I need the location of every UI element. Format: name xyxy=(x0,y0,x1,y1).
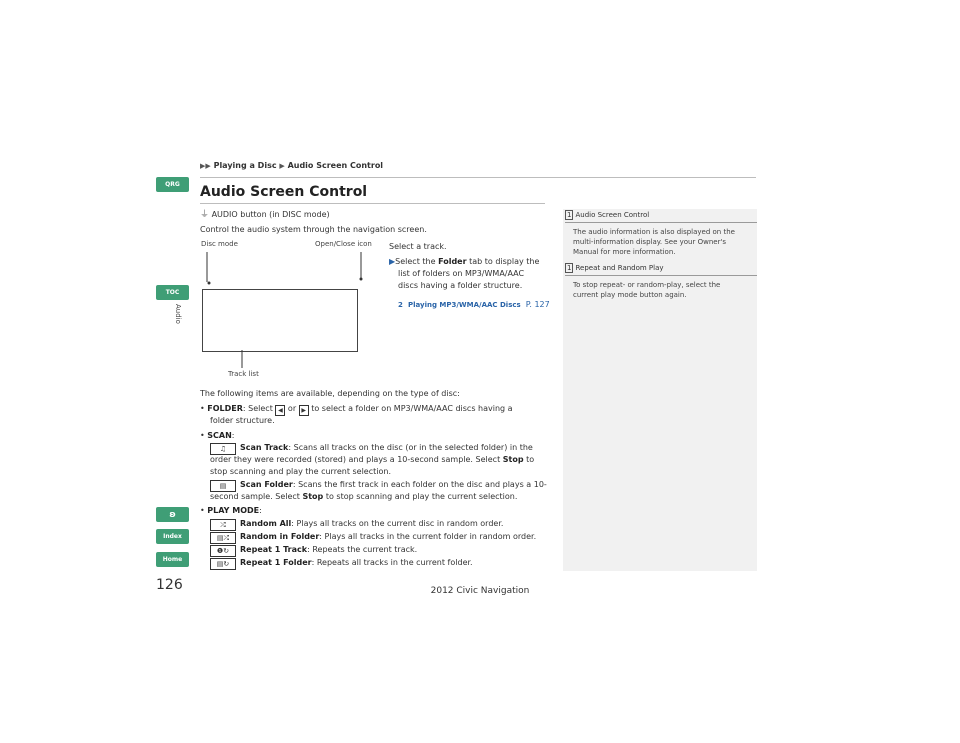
notes-panel xyxy=(563,209,757,571)
note-body: To stop repeat- or random-play, select the current play mode button again. xyxy=(573,281,721,299)
previous-folder-icon: ◀ xyxy=(275,405,285,416)
note-icon: 1 xyxy=(567,264,572,272)
random-folder-icon: ▤⤮ xyxy=(210,532,236,544)
bullet-icon: • xyxy=(200,431,205,440)
repeat-track-icon: ❶↻ xyxy=(210,545,236,557)
item-repeat-folder: ▤↻ Repeat 1 Folder: Repeats all tracks in the current folder. xyxy=(210,557,473,570)
breadcrumb-playing-a-disc[interactable]: Playing a Disc xyxy=(213,161,277,170)
scan-track-icon: ♫ xyxy=(210,443,236,455)
select-track-substep: ▶Select the Folder tab to display the xyxy=(389,257,540,266)
note-repeat-random-play xyxy=(565,264,757,300)
item-repeat-track: ❶↻ Repeat 1 Track: Repeats the current track. xyxy=(210,544,417,557)
select-track-substep-line3: discs having a folder structure. xyxy=(398,281,523,290)
button-instruction xyxy=(200,209,330,221)
item-scan-track-line3: stop scanning and play the current selection. xyxy=(210,467,391,476)
button-press-icon: ⏚ xyxy=(200,210,210,220)
breadcrumb-arrow-icon: ▶▶ xyxy=(200,162,211,170)
breadcrumb-audio-screen-control: Audio Screen Control xyxy=(287,161,384,170)
note-divider xyxy=(565,275,757,276)
section-label: Audio xyxy=(174,304,182,324)
label-open-close-icon: Open/Close icon xyxy=(315,240,372,248)
link-arrow-icon: 2 xyxy=(398,301,403,309)
note-body: The audio information is also displayed on the multi-information display. See your Owner's Manual for more information. xyxy=(573,228,735,256)
voice-command-icon: ʚ xyxy=(169,509,176,520)
item-random-folder: ▤⤮ Random in Folder: Plays all tracks in the current folder in random order. xyxy=(210,531,536,544)
substep-arrow-icon: ▶ xyxy=(389,257,396,266)
page-title: Audio Screen Control xyxy=(200,184,368,200)
random-all-icon: ⤮ xyxy=(210,519,236,531)
header-divider xyxy=(200,177,756,178)
bullet-icon: • xyxy=(200,404,205,413)
folder-tab-label: Folder xyxy=(438,257,467,266)
footer-model: 2012 Civic Navigation xyxy=(430,586,530,596)
breadcrumb-arrow-icon: ▶ xyxy=(279,162,285,170)
item-random-all: ⤮ Random All: Plays all tracks on the current disc in random order. xyxy=(210,518,503,531)
label-track-list: Track list xyxy=(228,370,259,378)
page-number: 126 xyxy=(156,577,183,593)
label-disc-mode: Disc mode xyxy=(201,240,238,248)
item-play-mode: • PLAY MODE: xyxy=(200,506,262,515)
note-divider xyxy=(565,222,757,223)
index-tab[interactable]: Index xyxy=(156,529,189,544)
voice-command-tab[interactable] xyxy=(156,507,189,522)
button-instruction-text: AUDIO button (in DISC mode) xyxy=(211,210,330,219)
home-tab[interactable]: Home xyxy=(156,552,189,567)
link-text[interactable]: Playing MP3/WMA/AAC Discs xyxy=(407,301,521,309)
toc-tab[interactable]: TOC xyxy=(156,285,189,300)
item-scan-folder-line2: second sample. Select Stop to stop scanning and play the current selection. xyxy=(210,492,518,501)
note-audio-screen-control xyxy=(565,211,757,257)
note-icon: 1 xyxy=(567,211,572,219)
track-list-callout xyxy=(238,350,248,370)
title-divider xyxy=(200,203,545,204)
items-intro: The following items are available, depending on the type of disc: xyxy=(200,389,460,398)
callout-lines xyxy=(200,248,370,288)
select-track-substep-line2: list of folders on MP3/WMA/AAC xyxy=(398,269,525,278)
item-scan-track: ♫ Scan Track: Scans all tracks on the disc (or in the selected folder) in the xyxy=(210,442,533,455)
next-folder-icon: ▶ xyxy=(299,405,309,416)
item-scan: • SCAN: xyxy=(200,431,235,440)
scan-folder-icon: ▤ xyxy=(210,480,236,492)
item-folder: • FOLDER: Select ◀ or ▶ to select a folder on MP3/WMA/AAC discs having a xyxy=(200,404,513,414)
note-heading: 1 Repeat and Random Play xyxy=(567,264,664,272)
item-folder-line2: folder structure. xyxy=(210,416,275,425)
select-track-step: Select a track. xyxy=(389,242,447,251)
item-scan-track-line2: order they were recorded (stored) and plays a 10-second sample. Select Stop to xyxy=(210,455,535,464)
item-scan-folder: ▤ Scan Folder: Scans the first track in each folder on the disc and plays a 10- xyxy=(210,479,547,492)
bullet-icon: • xyxy=(200,506,205,515)
qrg-tab[interactable]: QRG xyxy=(156,177,189,192)
cross-reference-link[interactable] xyxy=(398,292,550,311)
navigation-screen-figure xyxy=(202,289,358,352)
link-page[interactable]: P. 127 xyxy=(525,300,550,309)
repeat-folder-icon: ▤↻ xyxy=(210,558,236,570)
control-instruction: Control the audio system through the navigation screen. xyxy=(200,225,427,234)
note-heading: 1 Audio Screen Control xyxy=(567,211,650,219)
breadcrumb xyxy=(200,161,383,170)
